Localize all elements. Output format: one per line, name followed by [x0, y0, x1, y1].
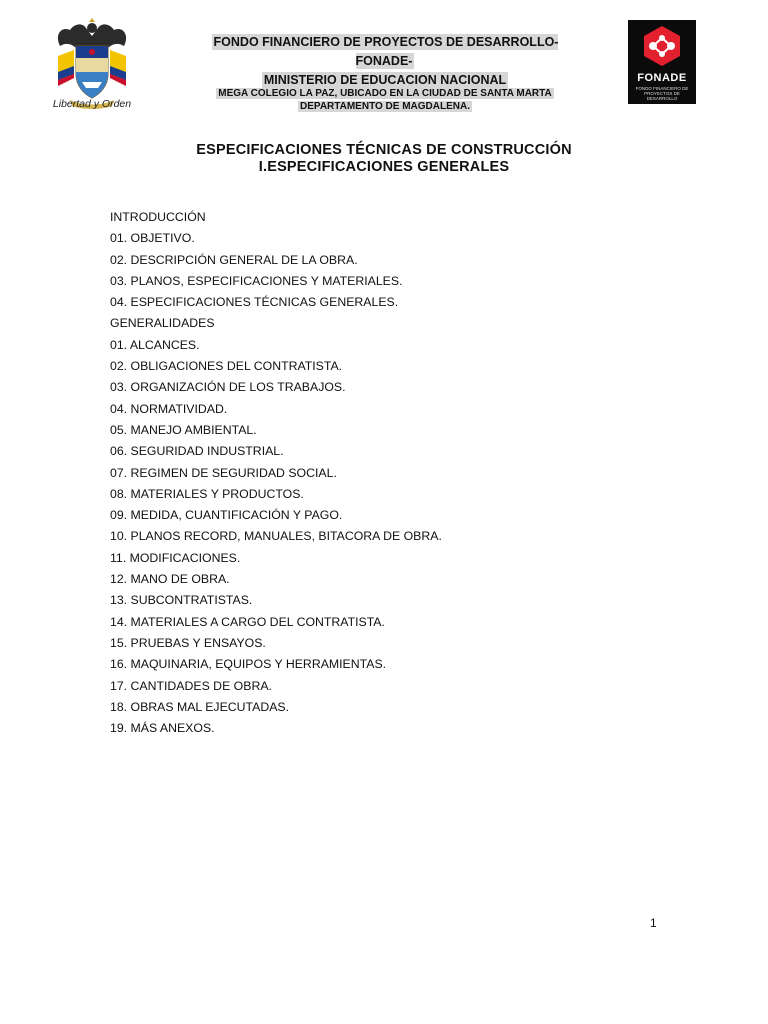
toc-item: GENERALIDADES — [110, 316, 215, 331]
toc-item: 06. SEGURIDAD INDUSTRIAL. — [110, 444, 284, 459]
toc-item: 01. OBJETIVO. — [110, 231, 195, 246]
toc-item: 08. MATERIALES Y PRODUCTOS. — [110, 486, 304, 501]
document-title — [100, 142, 668, 176]
toc-item: 16. MAQUINARIA, EQUIPOS Y HERRAMIENTAS. — [110, 657, 387, 672]
toc-item: 15. PRUEBAS Y ENSAYOS. — [110, 635, 266, 650]
fonade-logo-subtext: FONDO FINANCIERO DE PROYECTOS DE DESARROLLO — [635, 86, 689, 101]
toc-item: 03. PLANOS, ESPECIFICACIONES Y MATERIALES. — [110, 273, 403, 288]
toc-item: 18. OBRAS MAL EJECUTADAS. — [110, 699, 290, 714]
toc-item: 04. NORMATIVIDAD. — [110, 401, 228, 416]
document-title-line1: ESPECIFICACIONES TÉCNICAS DE CONSTRUCCIÓN — [196, 142, 572, 158]
toc-item: 05. MANEJO AMBIENTAL. — [110, 422, 257, 437]
ministry-name: MINISTERIO DE EDUCACION NACIONAL — [263, 73, 507, 87]
toc-item: 14. MATERIALES A CARGO DEL CONTRATISTA. — [110, 614, 385, 629]
toc-item: 02. OBLIGACIONES DEL CONTRATISTA. — [110, 359, 343, 374]
toc-item: 01. ALCANCES. — [110, 337, 200, 352]
toc-item: 09. MEDIDA, CUANTIFICACIÓN Y PAGO. — [110, 508, 343, 523]
project-location: MEGA COLEGIO LA PAZ, UBICADO EN LA CIUDAD DE SANTA MARTA — [218, 88, 552, 99]
page-number: 1 — [650, 916, 657, 930]
toc-item: 07. REGIMEN DE SEGURIDAD SOCIAL. — [110, 465, 337, 480]
toc-item: 12. MANO DE OBRA. — [110, 572, 230, 587]
fonade-logo-text: FONADE — [637, 72, 687, 84]
toc-item: 02. DESCRIPCIÓN GENERAL DE LA OBRA. — [110, 252, 358, 267]
document-title-line2: I.ESPECIFICACIONES GENERALES — [258, 159, 510, 175]
institution-name: FONDO FINANCIERO DE PROYECTOS DE DESARROLLO- FONADE- — [213, 35, 559, 68]
toc-item: 11. MODIFICACIONES. — [110, 550, 241, 565]
toc-item: 10. PLANOS RECORD, MANUALES, BITACORA DE OBRA. — [110, 529, 442, 544]
toc-item: INTRODUCCIÓN — [110, 210, 206, 224]
project-department: DEPARTAMENTO DE MAGDALENA. — [300, 100, 470, 112]
fonade-logo-icon — [628, 20, 696, 104]
project-header — [195, 88, 575, 113]
toc-item: 04. ESPECIFICACIONES TÉCNICAS GENERALES. — [110, 295, 399, 310]
toc-item: 17. CANTIDADES DE OBRA. — [110, 678, 272, 693]
fonade-emblem-icon — [628, 20, 696, 72]
toc-item: 19. MÁS ANEXOS. — [110, 721, 215, 736]
crest-caption: Libertad y Orden — [52, 98, 132, 110]
table-of-contents — [110, 209, 442, 741]
toc-item: 03. ORGANIZACIÓN DE LOS TRABAJOS. — [110, 380, 346, 395]
toc-item: 13. SUBCONTRATISTAS. — [110, 593, 253, 608]
institution-header — [195, 33, 575, 90]
